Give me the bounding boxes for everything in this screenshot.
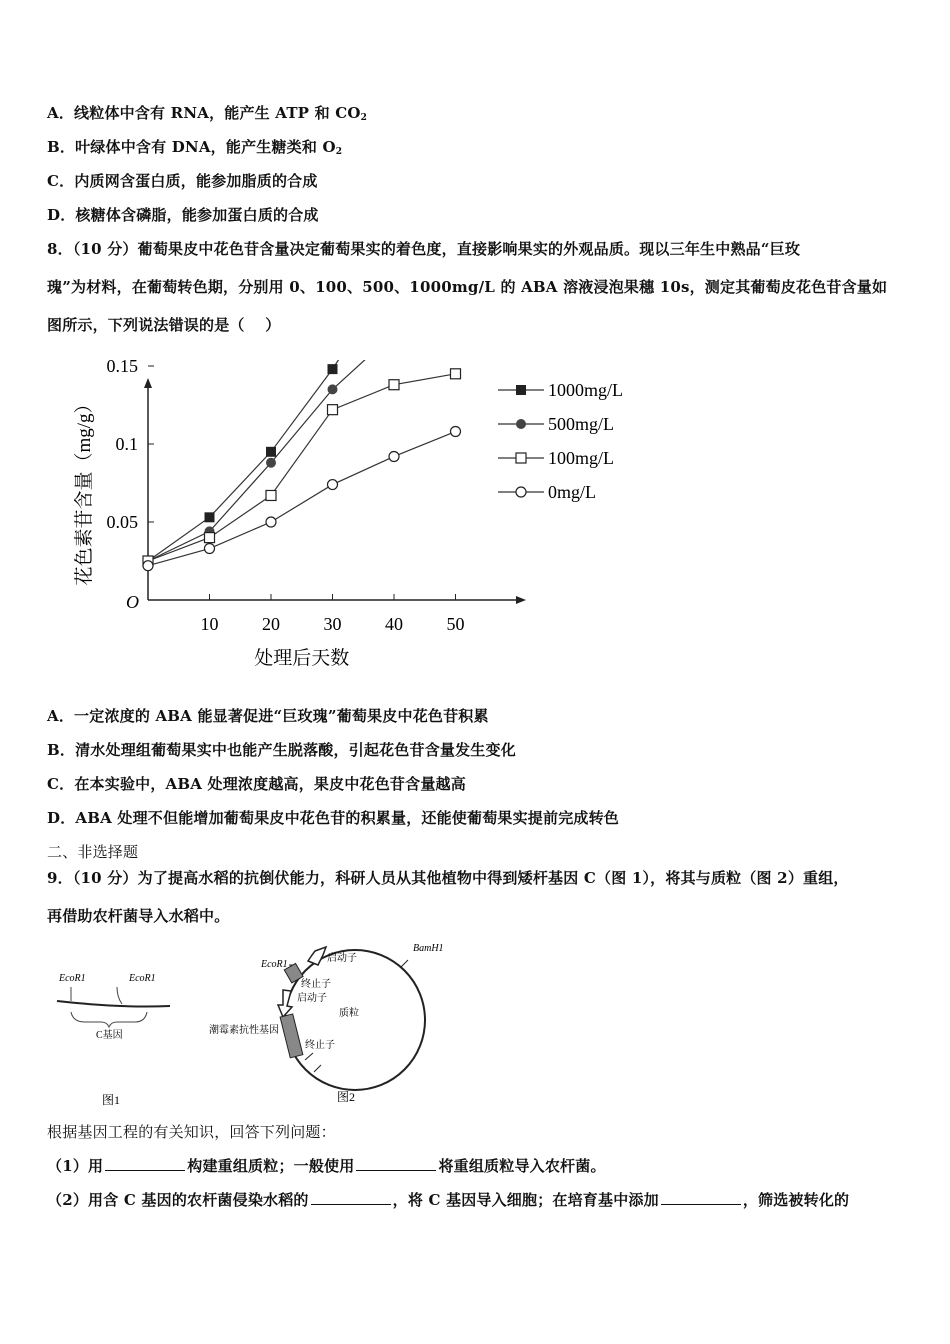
- bamh1-cut: [401, 960, 408, 967]
- q8-stem-line3: 图所示，下列说法错误的是（ ）: [47, 316, 281, 334]
- data-point-series-3: [205, 544, 215, 554]
- blank-1[interactable]: [105, 1158, 185, 1171]
- x-tick-label: 30: [323, 614, 342, 634]
- x-tick-label: 20: [262, 614, 280, 634]
- data-point-series-2: [389, 380, 399, 390]
- fig1-brace: [71, 1012, 147, 1027]
- resistance-end-tick: [305, 1053, 313, 1060]
- q9-stem-line2: 再借助农杆菌导入水稻中。: [47, 907, 230, 925]
- data-point-series-3: [266, 517, 276, 527]
- fig2-plasmid: 质粒: [339, 1008, 359, 1019]
- data-point-series-1: [266, 458, 276, 468]
- fig1-ecor1-left: EcoR1: [59, 973, 86, 984]
- data-point-series-3: [389, 451, 399, 461]
- plasmid-ring: [285, 950, 425, 1090]
- legend-label-1: 500mg/L: [548, 414, 614, 434]
- q9-intro: 根据基因工程的有关知识，回答下列问题：: [47, 1123, 336, 1141]
- y-tick-label: 0.05: [106, 512, 138, 532]
- x-axis-arrow: [516, 596, 526, 604]
- fig2-terminator2: 终止子: [305, 1040, 335, 1051]
- data-point-series-2: [451, 369, 461, 379]
- legend-label-0: 1000mg/L: [548, 380, 623, 400]
- data-point-series-3: [451, 427, 461, 437]
- q9-sub1: （1）用 构建重组质粒；一般使用 将重组质粒导入农杆菌。: [47, 1157, 606, 1175]
- q7-option-b: B．叶绿体中含有 DNA，能产生糖类和 $O_2$: [47, 138, 343, 157]
- series-line-1: [148, 360, 456, 561]
- fig2-bamh1: BamH1: [413, 943, 444, 954]
- data-point-series-2: [266, 490, 276, 500]
- q8-option-d: D．ABA 处理不但能增加葡萄果皮中花色苷的积累量，还能使葡萄果实提前完成转色: [47, 809, 620, 827]
- legend-marker-3: [516, 487, 526, 497]
- q7-option-c: C．内质网含蛋白质，能参加脂质的合成: [47, 172, 318, 190]
- data-point-series-1: [328, 384, 338, 394]
- resistance-gene-box: [280, 1014, 303, 1058]
- x-tick-label: 40: [385, 614, 403, 634]
- x-tick-label: 10: [200, 614, 219, 634]
- fig2-resistance: 潮霉素抗性基因: [209, 1025, 279, 1036]
- figure-1-c-gene: [45, 960, 195, 1110]
- terminator2-tick: [314, 1065, 321, 1072]
- q7-option-d: D．核糖体含磷脂，能参加蛋白质的合成: [47, 206, 319, 224]
- promoter2-arrow: [278, 990, 292, 1017]
- fig1-gene-label: C基因: [96, 1030, 123, 1041]
- section-heading: 二、非选择题: [47, 843, 139, 861]
- q7-option-a: A．线粒体中含有 RNA，能产生 ATP 和 $CO_2$: [47, 104, 368, 123]
- y-axis-arrow: [144, 378, 152, 388]
- promoter1-arrow: [308, 947, 326, 965]
- blank-2[interactable]: [356, 1158, 436, 1171]
- anthocyanin-line-chart: [60, 360, 660, 680]
- q8-stem-line1: 8．（10 分）葡萄果皮中花色苷含量决定葡萄果实的着色度，直接影响果实的外观品质。现以三年生中熟品“巨玫: [47, 240, 801, 258]
- origin-label: O: [126, 592, 139, 612]
- q9-sub2: （2）用含 C 基因的农杆菌侵染水稻的 ，将 C 基因导入细胞；在培育基中添加 ，筛选被转化的: [47, 1191, 850, 1209]
- fig2-ecor1: EcoR1: [261, 959, 288, 970]
- fig1-cut-right: [117, 987, 122, 1004]
- q8-stem-line2: 瑰”为材料，在葡萄转色期，分别用 0、100、500、1000mg/L 的 ABA 溶液浸泡果穗 10s，测定其葡萄皮花色苷含量如: [47, 278, 888, 296]
- fig2-promoter1: 启动子: [327, 953, 357, 964]
- data-point-series-3: [328, 480, 338, 490]
- blank-4[interactable]: [661, 1192, 741, 1205]
- series-line-2: [148, 374, 456, 561]
- legend-label-3: 0mg/L: [548, 482, 596, 502]
- y-axis-label: 花色素苷含量（mg/g）: [74, 394, 95, 586]
- blank-3[interactable]: [311, 1192, 391, 1205]
- y-tick-label: 0.1: [115, 434, 138, 454]
- data-point-series-2: [205, 533, 215, 543]
- data-point-series-2: [328, 405, 338, 415]
- data-point-series-3: [143, 561, 153, 571]
- legend-marker-1: [516, 419, 526, 429]
- x-axis-label: 处理后天数: [254, 648, 350, 669]
- series-line-0: [148, 360, 456, 561]
- y-tick-label: 0.15: [106, 360, 138, 376]
- legend-label-2: 100mg/L: [548, 448, 614, 468]
- fig2-caption: 图2: [337, 1090, 356, 1104]
- fig1-dna-line: [57, 1001, 170, 1007]
- fig2-terminator1: 终止子: [301, 979, 331, 990]
- legend-marker-2: [516, 453, 526, 463]
- figure-2-plasmid: [205, 935, 465, 1110]
- fig2-promoter2: 启动子: [297, 993, 327, 1004]
- data-point-series-0: [205, 512, 215, 522]
- fig1-ecor1-right: EcoR1: [129, 973, 156, 984]
- fig1-caption: 图1: [102, 1093, 121, 1107]
- q8-option-b: B．清水处理组葡萄果实中也能产生脱落酸，引起花色苷含量发生变化: [47, 741, 516, 759]
- x-tick-label: 50: [446, 614, 465, 634]
- data-point-series-0: [266, 447, 276, 457]
- q9-stem-line1: 9．（10 分）为了提高水稻的抗倒伏能力，科研人员从其他植物中得到矮杆基因 C（图 1），将其与质粒（图 2）重组，: [47, 869, 849, 887]
- legend-marker-0: [516, 385, 526, 395]
- q8-option-c: C．在本实验中，ABA 处理浓度越高，果皮中花色苷含量越高: [47, 775, 466, 793]
- data-point-series-0: [328, 364, 338, 374]
- q8-option-a: A．一定浓度的 ABA 能显著促进“巨玫瑰”葡萄果皮中花色苷积累: [47, 707, 489, 725]
